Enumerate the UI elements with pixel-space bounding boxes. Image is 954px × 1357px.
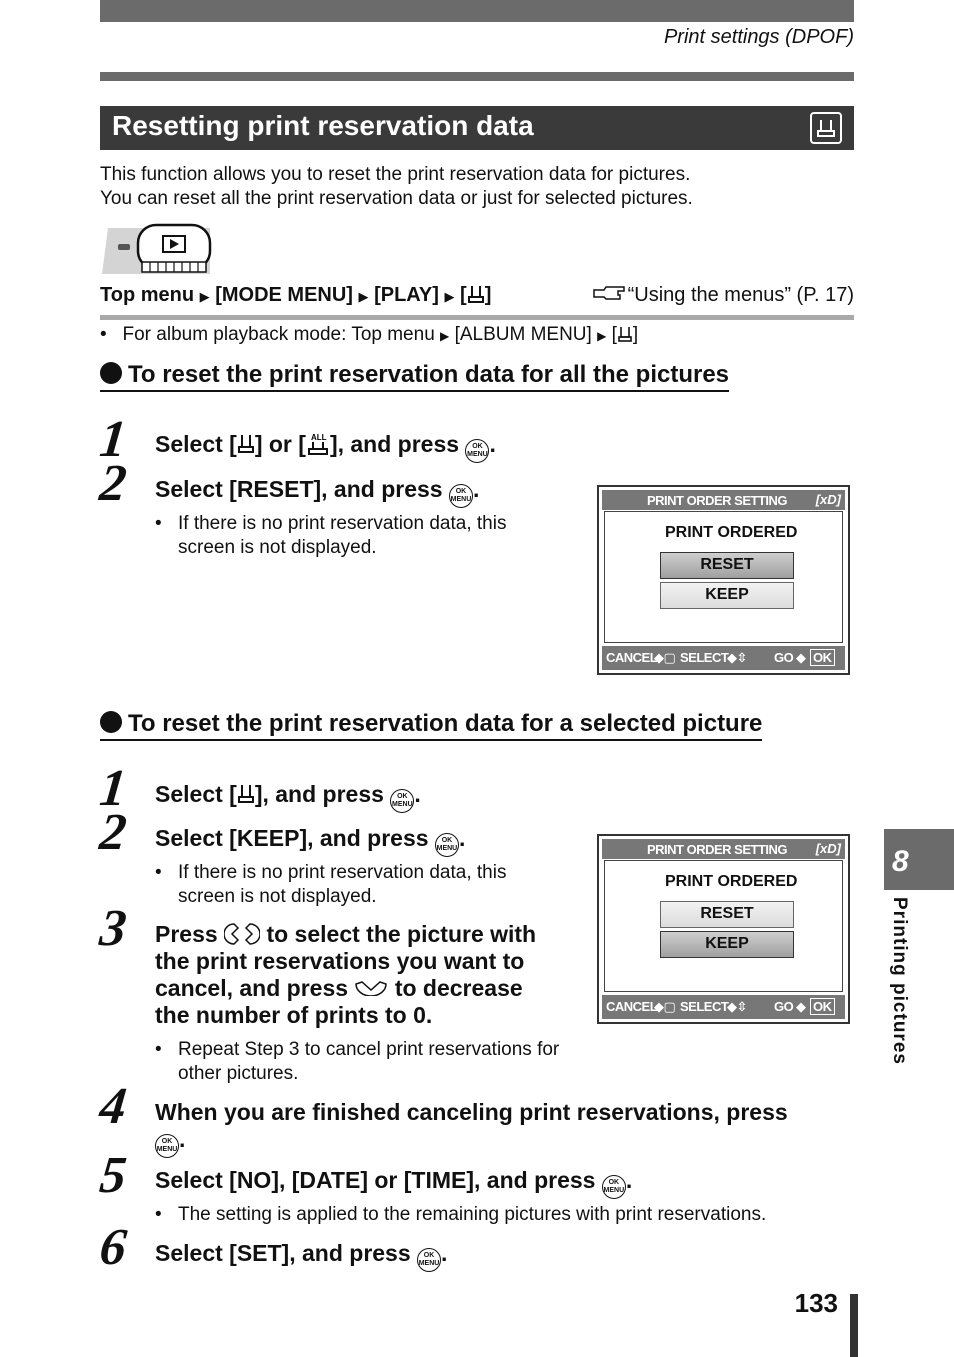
printer-icon — [810, 112, 842, 144]
step-note: • If there is no print reservation data, this screen is not displayed. — [155, 862, 507, 907]
screen-option-keep[interactable]: KEEP — [660, 931, 794, 958]
arrow-left-icon: ◆▢ — [654, 650, 676, 665]
printer-icon — [237, 433, 255, 455]
chapter-tab: 8 — [884, 829, 954, 890]
ok-menu-button-icon: OK MENU — [435, 833, 459, 857]
ok-menu-button-icon: OK MENU — [449, 484, 473, 508]
screen-body: PRINT ORDERED RESET KEEP — [604, 511, 843, 643]
screen-option-reset[interactable]: RESET — [660, 901, 794, 928]
step-number: 2 — [97, 455, 130, 512]
left-right-arrow-pad-icon — [224, 922, 260, 946]
step-text: Select [KEEP], and press OK MENU. — [155, 825, 465, 857]
section-title-bar — [100, 106, 854, 150]
arrow-icon: ◆ — [796, 999, 806, 1014]
arrow-icon: ▶ — [358, 289, 369, 304]
step-note: • Repeat Step 3 to cancel print reservations for other pictures. — [155, 1039, 560, 1084]
page-number-bar — [850, 1294, 858, 1357]
step-number: 5 — [97, 1147, 130, 1204]
top-decorative-bar — [100, 0, 854, 22]
ok-icon: OK — [810, 998, 835, 1015]
reference-hand-icon — [592, 284, 628, 304]
bullet-dot-icon — [100, 711, 122, 733]
screen-header: PRINT ORDER SETTING [xD] — [602, 490, 845, 510]
step-number: 1 — [97, 411, 130, 468]
step-text: Select [RESET], and press OK MENU. — [155, 476, 479, 508]
printer-icon — [467, 284, 485, 304]
step-number: 6 — [97, 1219, 130, 1276]
menu-path: Top menu ▶ [MODE MENU] ▶ [PLAY] ▶ [ ] “Using the menus” (P. 17) — [100, 284, 854, 306]
header-rule — [100, 72, 854, 81]
intro-text: This function allows you to reset the print reservation data for pictures. You can reset all the print reservation data or just for selected pictures. — [100, 164, 693, 209]
screen-option-keep[interactable]: KEEP — [660, 582, 794, 609]
screen-footer: CANCEL ◆▢ SELECT ◆⇳ GO ◆ OK — [602, 646, 845, 670]
arrow-updown-icon: ◆⇳ — [727, 999, 747, 1014]
step-text: Press to select the picture with the print reservations you want to cancel, and press to decrease the number of prints to 0. — [155, 921, 537, 1028]
step-note: • If there is no print reservation data, this screen is not displayed. — [155, 513, 507, 558]
album-note: • For album playback mode: Top menu ▶ [ALBUM MENU] ▶ [ ] — [100, 324, 639, 345]
step-text: Select [SET], and press OK MENU. — [155, 1240, 447, 1272]
arrow-left-icon: ◆▢ — [654, 999, 676, 1014]
arrow-icon: ◆ — [796, 650, 806, 665]
ok-menu-button-icon: OK MENU — [602, 1175, 626, 1199]
ok-menu-button-icon: OK MENU — [390, 789, 414, 813]
arrow-updown-icon: ◆⇳ — [727, 650, 747, 665]
camera-screen-keep — [597, 834, 850, 1024]
arrow-icon: ▶ — [597, 329, 607, 343]
screen-header: PRINT ORDER SETTING [xD] — [602, 839, 845, 859]
svg-text:ALL: ALL — [310, 433, 327, 442]
step-note: • The setting is applied to the remaining pictures with print reservations. — [155, 1204, 767, 1225]
ok-menu-button-icon: OK MENU — [417, 1248, 441, 1272]
section-heading-all: To reset the print reservation data for all the pictures — [100, 361, 729, 392]
camera-screen-reset — [597, 485, 850, 675]
xd-card-icon: [xD] — [815, 492, 841, 507]
step-text: Select [ ] or [ ALL ], and press OK MENU. — [155, 431, 496, 463]
ok-menu-button-icon: OK MENU — [465, 439, 489, 463]
step-text: Select [NO], [DATE] or [TIME], and press OK MENU. — [155, 1167, 632, 1199]
ok-icon: OK — [810, 649, 835, 666]
running-header: Print settings (DPOF) — [663, 26, 854, 48]
chapter-label: Printing pictures — [889, 897, 910, 1065]
path-rule — [100, 315, 854, 320]
page-number: 133 — [794, 1288, 838, 1318]
step-number: 2 — [97, 804, 130, 861]
arrow-icon: ▶ — [440, 329, 450, 343]
step-text: Select [ ], and press OK MENU. — [155, 781, 421, 813]
xd-card-icon: [xD] — [815, 841, 841, 856]
bullet-dot-icon — [100, 362, 122, 384]
section-heading-selected: To reset the print reservation data for a selected picture — [100, 710, 762, 741]
page-reference: “Using the menus” (P. 17) — [592, 284, 854, 307]
arrow-icon: ▶ — [444, 289, 455, 304]
print-all-icon — [306, 432, 330, 456]
page-title: Resetting print reservation data — [112, 110, 534, 141]
screen-option-reset[interactable]: RESET — [660, 552, 794, 579]
printer-icon — [237, 783, 255, 805]
step-number: 1 — [97, 760, 130, 817]
screen-body: PRINT ORDERED RESET KEEP — [604, 860, 843, 992]
ok-menu-button-icon: OK MENU — [155, 1134, 179, 1158]
step-text: When you are finished canceling print reservations, press OK MENU. — [155, 1099, 845, 1158]
step-number: 3 — [97, 900, 130, 957]
down-arrow-pad-icon — [354, 978, 388, 996]
playback-mode-dial-icon — [100, 222, 216, 278]
printer-icon — [617, 325, 633, 343]
screen-footer: CANCEL ◆▢ SELECT ◆⇳ GO ◆ OK — [602, 995, 845, 1019]
step-number: 4 — [97, 1078, 130, 1135]
arrow-icon: ▶ — [199, 289, 210, 304]
